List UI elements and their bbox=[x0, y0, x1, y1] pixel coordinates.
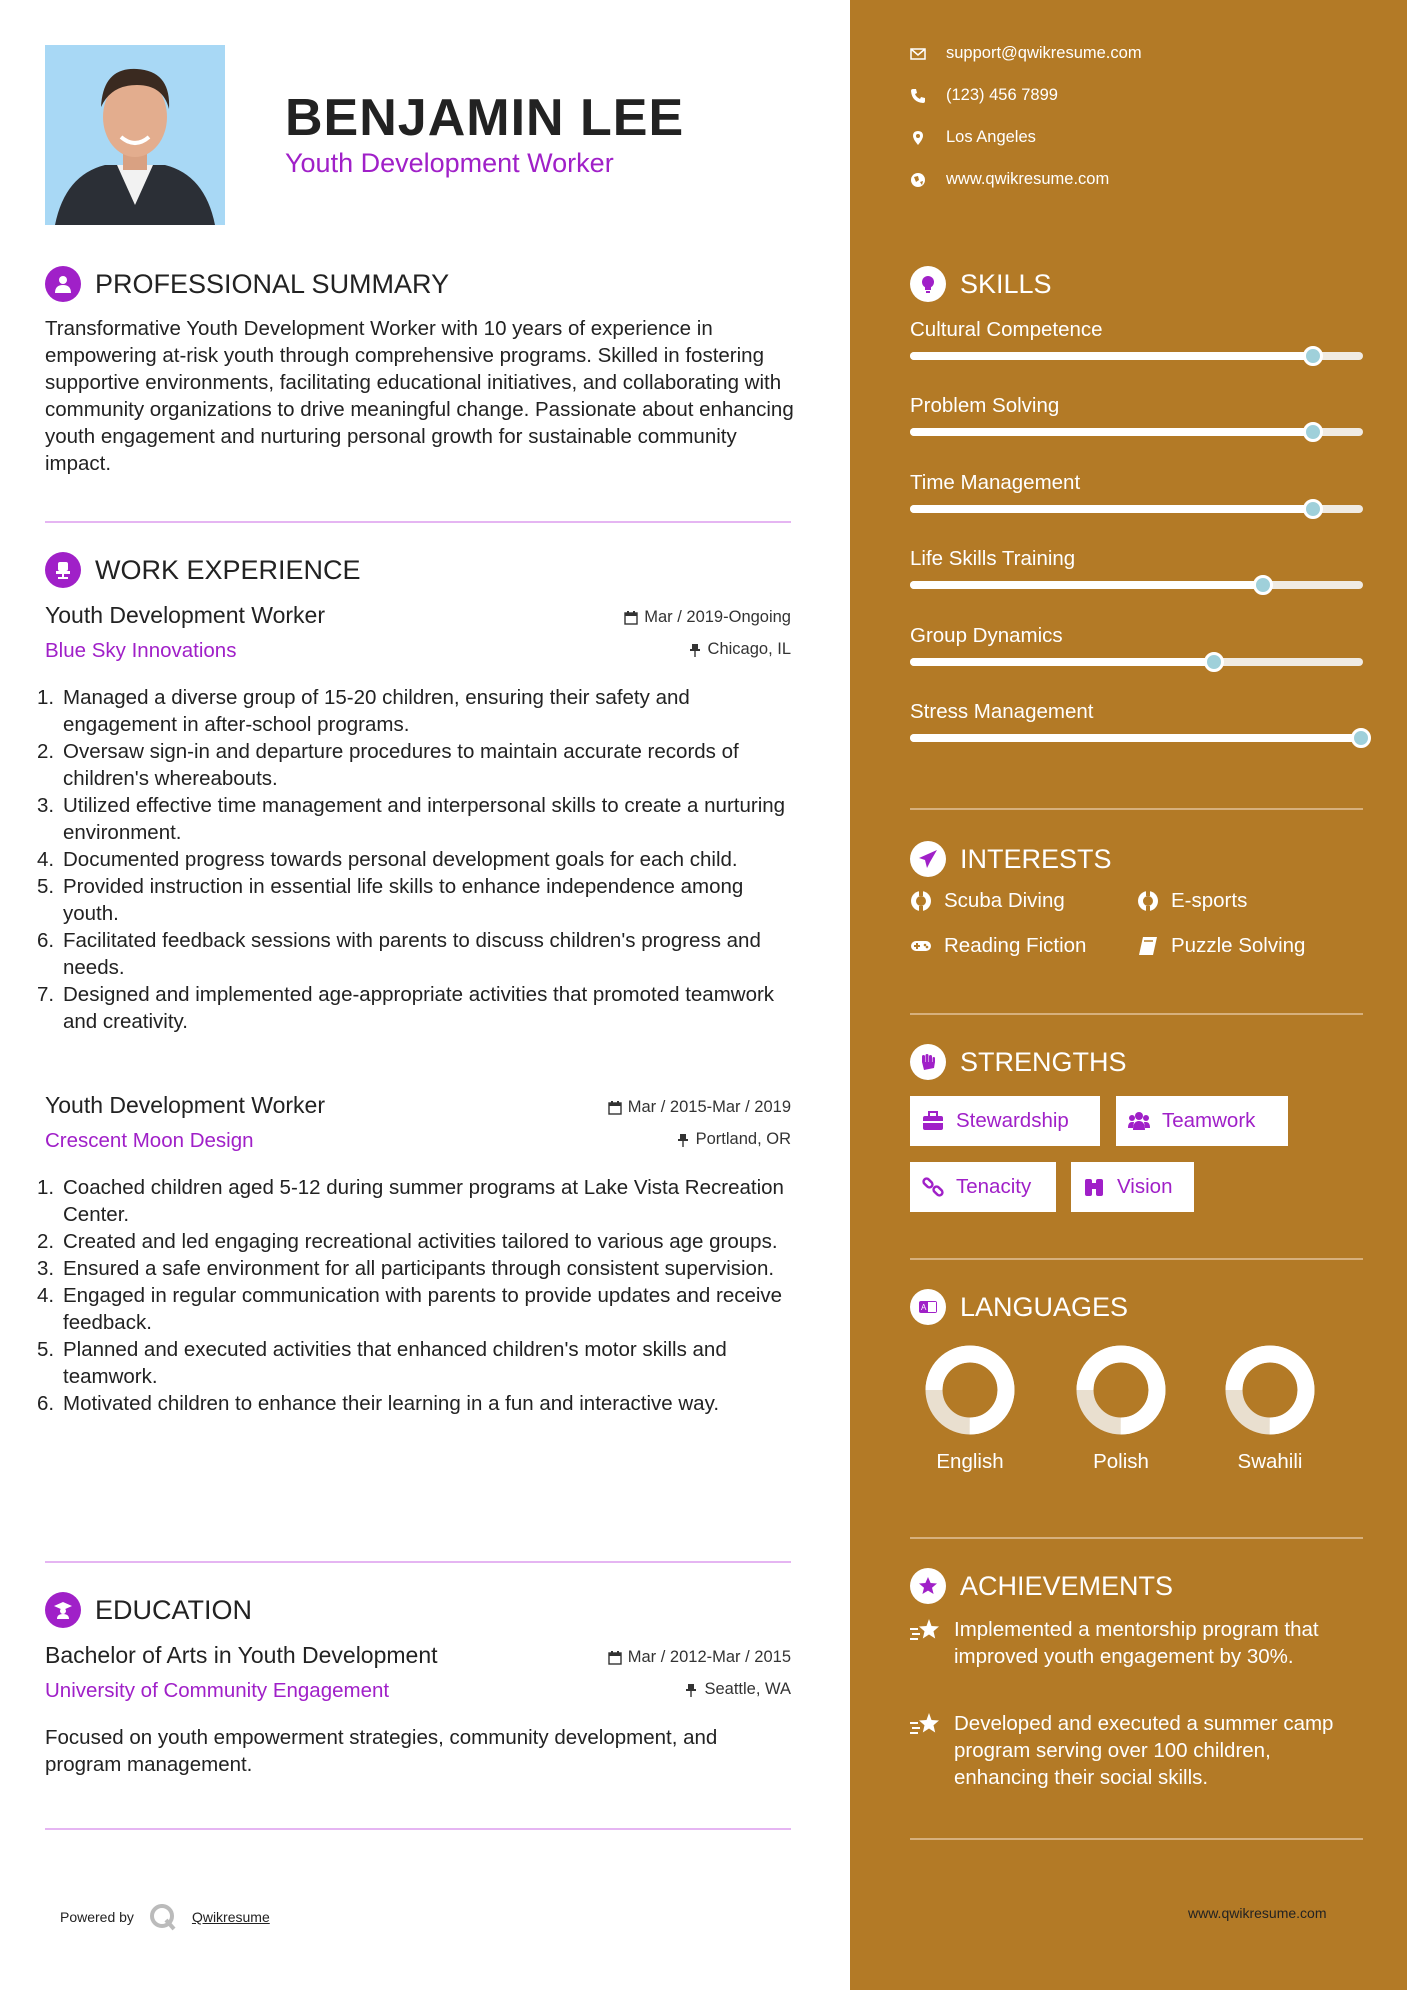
skills-heading bbox=[910, 266, 1052, 302]
skill-bar bbox=[910, 734, 1363, 742]
languages-heading bbox=[910, 1289, 1128, 1325]
interest-item bbox=[910, 889, 1065, 913]
briefcase-icon bbox=[922, 1110, 944, 1132]
language-level-ring bbox=[922, 1342, 1018, 1438]
divider bbox=[910, 1258, 1363, 1260]
education-date bbox=[608, 1648, 791, 1667]
achievement-item bbox=[910, 1710, 1363, 1791]
job-bullets bbox=[45, 1174, 791, 1417]
skill-label: Group Dynamics bbox=[910, 623, 1063, 647]
education-heading bbox=[45, 1592, 252, 1628]
interest-label: Puzzle Solving bbox=[1171, 934, 1306, 957]
divider bbox=[910, 1838, 1363, 1840]
strength-badge bbox=[910, 1096, 1100, 1146]
interest-item bbox=[1137, 889, 1247, 913]
shooting-star-icon bbox=[910, 1712, 940, 1738]
pin-icon bbox=[688, 643, 702, 657]
list-item: Oversaw sign-in and departure procedures to maintain accurate records of children's whereabouts. bbox=[63, 740, 739, 790]
job-entry bbox=[45, 1092, 791, 1417]
contact-location bbox=[910, 128, 1036, 147]
skill-slider-handle bbox=[1204, 652, 1224, 672]
skills-heading-label: SKILLS bbox=[960, 268, 1052, 299]
chair-icon bbox=[45, 552, 81, 588]
achievement-item bbox=[910, 1616, 1363, 1670]
calendar-icon bbox=[624, 611, 638, 625]
qwikresume-logo-icon bbox=[148, 1902, 178, 1932]
contact-phone[interactable] bbox=[910, 86, 1058, 105]
skill-bar-fill bbox=[910, 352, 1313, 360]
skill-bar bbox=[910, 428, 1363, 436]
life-ring-icon bbox=[1137, 890, 1159, 912]
gamepad-icon bbox=[910, 935, 932, 957]
list-item: Ensured a safe environment for all participants through consistent supervision. bbox=[63, 1257, 775, 1280]
skill-bar-fill bbox=[910, 734, 1363, 742]
divider bbox=[45, 1561, 791, 1563]
users-icon bbox=[1128, 1110, 1150, 1132]
skill-bar bbox=[910, 581, 1363, 589]
job-date-label: Mar / 2019-Ongoing bbox=[644, 608, 791, 626]
divider bbox=[910, 808, 1363, 810]
job-location-label: Chicago, IL bbox=[707, 640, 791, 658]
mail-icon bbox=[910, 46, 926, 62]
strength-badge bbox=[1116, 1096, 1288, 1146]
job-title: Youth Development Worker bbox=[45, 602, 325, 628]
phone-icon bbox=[910, 88, 926, 104]
language-name: English bbox=[936, 1450, 1004, 1473]
education-entry bbox=[45, 1642, 791, 1778]
summary-heading bbox=[45, 266, 449, 302]
language-name: Polish bbox=[1093, 1450, 1149, 1473]
skill-bar-fill bbox=[910, 428, 1313, 436]
skill-bar bbox=[910, 658, 1363, 666]
job-date bbox=[624, 608, 791, 627]
contact-email-label: support@qwikresume.com bbox=[946, 44, 1142, 62]
strength-label: Tenacity bbox=[956, 1175, 1032, 1198]
work-heading-label: WORK EXPERIENCE bbox=[95, 554, 361, 585]
strength-label: Teamwork bbox=[1162, 1109, 1256, 1132]
strengths-heading bbox=[910, 1044, 1127, 1080]
strength-label: Vision bbox=[1117, 1175, 1173, 1198]
list-item: Provided instruction in essential life skills to enhance independence among youth. bbox=[63, 875, 744, 925]
skill-label: Time Management bbox=[910, 470, 1081, 494]
interests-heading bbox=[910, 841, 1112, 877]
footer-website[interactable]: www.qwikresume.com bbox=[1188, 1905, 1327, 1921]
skill-row bbox=[910, 547, 1363, 571]
contact-phone-label: (123) 456 7899 bbox=[946, 86, 1058, 104]
job-location-label: Portland, OR bbox=[695, 1130, 791, 1148]
achievement-text: Developed and executed a summer camp program serving over 100 children, enhancing their social skills. bbox=[954, 1712, 1334, 1789]
pin-icon bbox=[676, 1133, 690, 1147]
skill-bar bbox=[910, 505, 1363, 513]
interest-item bbox=[1137, 934, 1305, 958]
qwikresume-link[interactable]: Qwikresume bbox=[191, 1909, 270, 1925]
language-level-ring bbox=[1073, 1342, 1169, 1438]
powered-by bbox=[60, 1902, 270, 1932]
achievement-text: Implemented a mentorship program that improved youth engagement by 30%. bbox=[954, 1618, 1319, 1668]
calendar-icon bbox=[608, 1101, 622, 1115]
divider bbox=[45, 1828, 791, 1830]
skill-row bbox=[910, 471, 1363, 495]
skill-bar-fill bbox=[910, 505, 1313, 513]
interest-label: E-sports bbox=[1171, 889, 1248, 912]
skill-label: Cultural Competence bbox=[910, 318, 1103, 341]
achievements-heading bbox=[910, 1568, 1173, 1604]
contact-website[interactable] bbox=[910, 170, 1109, 189]
language-item bbox=[1061, 1342, 1181, 1474]
job-bullets bbox=[45, 684, 791, 1035]
skill-slider-handle bbox=[1303, 499, 1323, 519]
education-date-label: Mar / 2012-Mar / 2015 bbox=[627, 1648, 791, 1666]
skill-row bbox=[910, 624, 1363, 648]
strength-badge bbox=[1071, 1162, 1194, 1212]
skill-slider-handle bbox=[1351, 728, 1371, 748]
divider bbox=[910, 1537, 1363, 1539]
list-item: Designed and implemented age-appropriate activities that promoted teamwork and creativity. bbox=[63, 983, 775, 1033]
education-heading-label: EDUCATION bbox=[95, 1594, 253, 1625]
language-item bbox=[1210, 1342, 1330, 1474]
skill-bar-fill bbox=[910, 581, 1263, 589]
degree: Bachelor of Arts in Youth Development bbox=[45, 1642, 438, 1668]
link-icon bbox=[922, 1176, 944, 1198]
strength-badge bbox=[910, 1162, 1056, 1212]
strengths-heading-label: STRENGTHS bbox=[960, 1046, 1127, 1077]
list-item: Engaged in regular communication with parents to provide updates and receive feedback. bbox=[63, 1284, 783, 1334]
job-location bbox=[688, 640, 791, 659]
contact-email[interactable] bbox=[910, 44, 1142, 63]
skill-row bbox=[910, 318, 1363, 342]
skill-row bbox=[910, 700, 1363, 724]
star-icon bbox=[910, 1568, 946, 1604]
skill-bar bbox=[910, 352, 1363, 360]
skill-row bbox=[910, 394, 1363, 418]
lightbulb-icon bbox=[910, 266, 946, 302]
list-item: Motivated children to enhance their learning in a fun and interactive way. bbox=[63, 1392, 720, 1415]
svg-text:A: A bbox=[921, 1303, 927, 1312]
language-level-ring bbox=[1222, 1342, 1318, 1438]
job-date bbox=[608, 1098, 791, 1117]
job-date-label: Mar / 2015-Mar / 2019 bbox=[627, 1098, 791, 1116]
paper-plane-icon bbox=[910, 841, 946, 877]
language-item bbox=[910, 1342, 1030, 1474]
pin-icon bbox=[684, 1683, 698, 1697]
list-item: Planned and executed activities that enhanced children's motor skills and teamwork. bbox=[63, 1338, 727, 1388]
education-location bbox=[684, 1680, 791, 1699]
globe-icon bbox=[910, 172, 926, 188]
divider bbox=[45, 521, 791, 523]
skill-label: Stress Management bbox=[910, 700, 1094, 723]
achievements-heading-label: ACHIEVEMENTS bbox=[960, 1570, 1174, 1601]
language-icon bbox=[910, 1289, 946, 1325]
contact-website-label: www.qwikresume.com bbox=[946, 170, 1110, 188]
interest-item bbox=[910, 934, 1086, 958]
book-icon bbox=[1137, 935, 1159, 957]
education-location-label: Seattle, WA bbox=[704, 1680, 791, 1698]
list-item: Facilitated feedback sessions with parents to discuss children's progress and needs. bbox=[63, 929, 761, 979]
job-company: Crescent Moon Design bbox=[45, 1129, 254, 1152]
summary-heading-label: PROFESSIONAL SUMMARY bbox=[95, 268, 450, 299]
education-description: Focused on youth empowerment strategies, community development, and program management. bbox=[45, 1726, 718, 1776]
candidate-name: BENJAMIN LEE bbox=[285, 89, 685, 147]
contact-location-label: Los Angeles bbox=[946, 128, 1036, 146]
map-marker-icon bbox=[910, 130, 926, 146]
list-item: Documented progress towards personal development goals for each child. bbox=[63, 848, 738, 871]
list-item: Utilized effective time management and interpersonal skills to create a nurturing environment. bbox=[63, 794, 786, 844]
user-icon bbox=[45, 266, 81, 302]
binoculars-icon bbox=[1083, 1176, 1105, 1198]
job-location bbox=[676, 1130, 791, 1149]
interest-label: Scuba Diving bbox=[944, 889, 1065, 912]
calendar-icon bbox=[608, 1651, 622, 1665]
fist-icon bbox=[910, 1044, 946, 1080]
life-ring-icon bbox=[910, 890, 932, 912]
powered-by-label: Powered by bbox=[60, 1909, 134, 1925]
summary-text: Transformative Youth Development Worker with 10 years of experience in empowering at-risk youth through comprehensive programs. Skilled in fostering supportive environments, facilitating educational initiatives, and collaborating with community organizations to drive meaningful change. Passionate about enhancing youth engagement and nurturing personal growth for sustainable community impact. bbox=[45, 317, 794, 475]
shooting-star-icon bbox=[910, 1618, 940, 1644]
language-name: Swahili bbox=[1237, 1450, 1303, 1473]
skill-label: Life Skills Training bbox=[910, 547, 1076, 571]
strength-label: Stewardship bbox=[956, 1109, 1069, 1132]
school: University of Community Engagement bbox=[45, 1679, 390, 1702]
skill-bar-fill bbox=[910, 658, 1214, 666]
graduate-icon bbox=[45, 1592, 81, 1628]
divider bbox=[910, 1013, 1363, 1015]
job-company: Blue Sky Innovations bbox=[45, 639, 237, 662]
interest-label: Reading Fiction bbox=[944, 934, 1087, 957]
skill-label: Problem Solving bbox=[910, 394, 1060, 418]
list-item: Created and led engaging recreational activities tailored to various age groups. bbox=[63, 1230, 778, 1253]
list-item: Managed a diverse group of 15-20 children, ensuring their safety and engagement in after-school programs. bbox=[63, 686, 690, 736]
profile-photo bbox=[45, 45, 225, 225]
candidate-title: Youth Development Worker bbox=[285, 148, 614, 178]
list-item: Coached children aged 5-12 during summer programs at Lake Vista Recreation Center. bbox=[63, 1176, 784, 1226]
interests-heading-label: INTERESTS bbox=[960, 843, 1112, 874]
job-entry bbox=[45, 602, 791, 1035]
job-title: Youth Development Worker bbox=[45, 1092, 325, 1118]
work-heading bbox=[45, 552, 361, 588]
languages-heading-label: LANGUAGES bbox=[960, 1291, 1129, 1322]
